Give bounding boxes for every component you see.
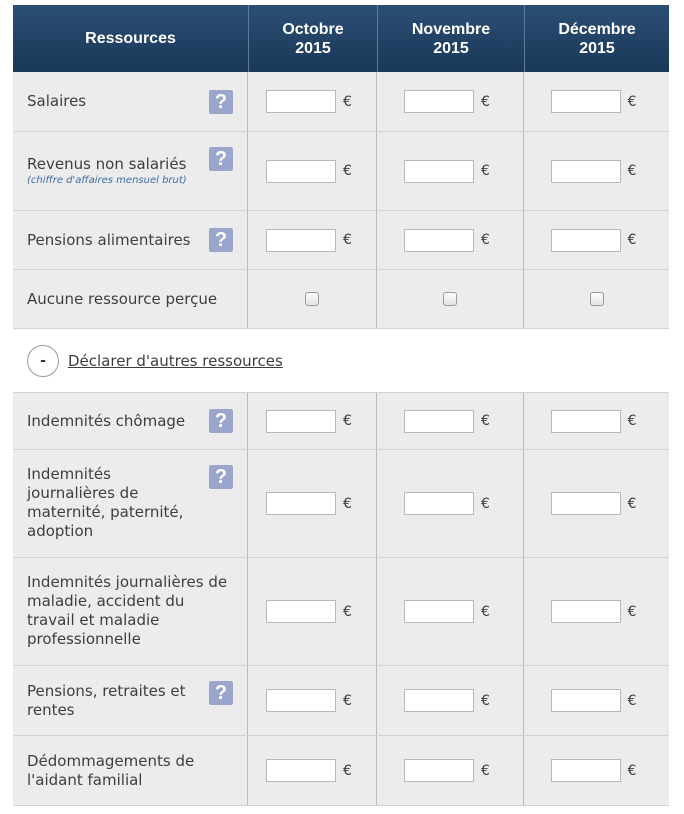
cell-december [524,132,669,210]
euro-symbol: € [343,232,352,248]
cell-november [377,393,524,449]
no-resource-december-checkbox[interactable] [590,292,604,306]
euro-symbol: € [481,495,490,512]
euro-symbol: € [343,413,352,429]
cell-december [524,558,669,665]
row-label: Indemnités chômage ? [13,393,248,449]
no-resource-october-checkbox[interactable] [305,292,319,306]
euro-symbol: € [481,93,490,110]
cell-november [377,270,524,328]
header-month-december: Décembre 2015 [524,5,669,72]
aidant-december-input[interactable] [551,759,621,782]
maternite-november-input[interactable] [404,492,474,515]
cell-december [524,211,669,269]
cell-october [248,736,377,805]
cell-november [377,558,524,665]
row-aucune-ressource [13,270,669,329]
help-icon[interactable]: ? [209,465,233,489]
euro-symbol: € [481,762,490,779]
chomage-october-input[interactable] [266,410,336,433]
cell-november [377,72,524,131]
row-indemnites-chomage [13,393,669,450]
pensions-retraites-december-input[interactable] [551,689,621,712]
cell-october [248,666,377,735]
aidant-november-input[interactable] [404,759,474,782]
row-label: Pensions alimentaires ? [13,211,248,269]
euro-symbol: € [481,692,490,709]
help-icon[interactable]: ? [209,90,233,114]
revenus-november-input[interactable] [404,160,474,183]
table-header [13,5,669,72]
pensions-alimentaires-december-input[interactable] [551,229,621,252]
euro-symbol: € [343,163,352,179]
cell-december [524,450,669,557]
euro-symbol: € [627,163,637,179]
cell-october [248,211,377,269]
euro-symbol: € [481,232,490,248]
row-indemnites-maladie [13,558,669,666]
maladie-october-input[interactable] [266,600,336,623]
cell-november [377,666,524,735]
no-resource-november-checkbox[interactable] [443,292,457,306]
euro-symbol: € [343,495,352,512]
row-salaires [13,72,669,132]
euro-symbol: € [627,692,637,709]
cell-november [377,450,524,557]
maternite-october-input[interactable] [266,492,336,515]
row-label: Salaires ? [13,72,248,131]
row-label: Indemnités journalières de maternité, paternité, adoption ? [13,450,248,557]
euro-symbol: € [627,232,637,248]
euro-symbol: € [481,603,490,620]
help-icon[interactable]: ? [209,681,233,705]
row-revenus-non-salaries [13,132,669,211]
header-month-october: Octobre 2015 [248,5,377,72]
euro-symbol: € [627,93,637,110]
euro-symbol: € [627,762,637,779]
declare-other-resources-link[interactable]: Déclarer d'autres ressources [68,351,283,370]
row-label: Dédommagements de l'aidant familial [13,736,248,805]
euro-symbol: € [343,93,352,110]
salaires-october-input[interactable] [266,90,336,113]
row-label: Pensions, retraites et rentes ? [13,666,248,735]
row-dedommagements-aidant [13,736,669,806]
pensions-alimentaires-november-input[interactable] [404,229,474,252]
cell-november [377,211,524,269]
euro-symbol: € [343,762,352,779]
euro-symbol: € [627,495,637,512]
cell-october [248,132,377,210]
pensions-retraites-november-input[interactable] [404,689,474,712]
euro-symbol: € [627,413,637,429]
help-icon[interactable]: ? [209,147,233,171]
cell-october [248,393,377,449]
resources-table [13,5,669,806]
header-resources: Ressources [85,30,176,47]
header-month-november: Novembre 2015 [377,5,524,72]
cell-october [248,558,377,665]
cell-december [524,666,669,735]
row-indemnites-maternite [13,450,669,558]
row-label: Indemnités journalières de maladie, accident du travail et maladie professionnelle [13,558,248,665]
row-label: Aucune ressource perçue [13,270,248,328]
maternite-december-input[interactable] [551,492,621,515]
euro-symbol: € [343,692,352,709]
cell-december [524,270,669,328]
pensions-retraites-october-input[interactable] [266,689,336,712]
maladie-november-input[interactable] [404,600,474,623]
cell-october [248,72,377,131]
help-icon[interactable]: ? [209,228,233,252]
chomage-december-input[interactable] [551,410,621,433]
euro-symbol: € [343,603,352,620]
cell-october [248,270,377,328]
salaires-december-input[interactable] [551,90,621,113]
row-pensions-retraites [13,666,669,736]
cell-october [248,450,377,557]
cell-november [377,132,524,210]
other-resources-toggle-row [13,329,669,393]
euro-symbol: € [481,163,490,179]
row-pensions-alimentaires [13,211,669,270]
row-sublabel: (chiffre d'affaires mensuel brut) [27,175,187,186]
row-label: Revenus non salariés (chiffre d'affaires mensuel brut) ? [13,132,248,210]
salaires-november-input[interactable] [404,90,474,113]
cell-december [524,736,669,805]
cell-december [524,393,669,449]
cell-november [377,736,524,805]
pensions-alimentaires-october-input[interactable] [266,229,336,252]
chomage-november-input[interactable] [404,410,474,433]
maladie-december-input[interactable] [551,600,621,623]
euro-symbol: € [481,413,490,429]
revenus-october-input[interactable] [266,160,336,183]
collapse-icon[interactable]: - [27,345,59,377]
euro-symbol: € [627,603,637,620]
revenus-december-input[interactable] [551,160,621,183]
help-icon[interactable]: ? [209,409,233,433]
aidant-october-input[interactable] [266,759,336,782]
cell-december [524,72,669,131]
